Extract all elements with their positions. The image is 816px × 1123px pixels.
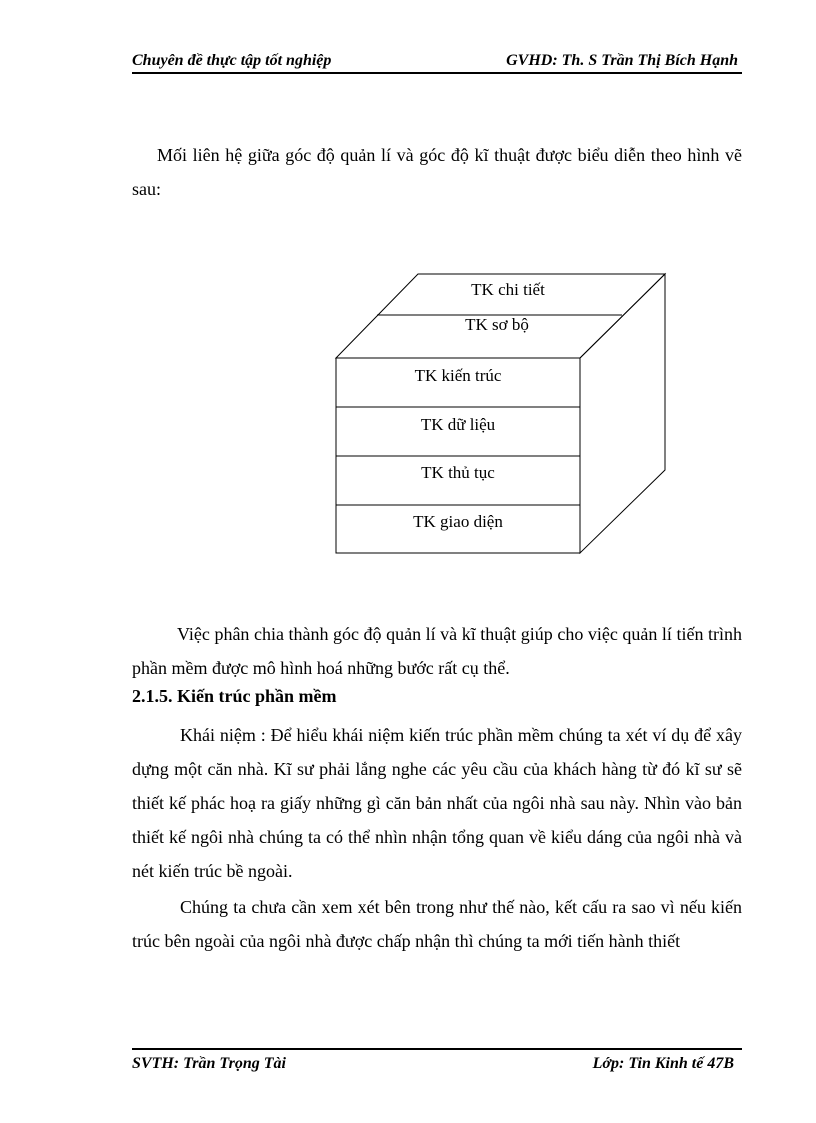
design-layers-diagram <box>330 265 675 565</box>
layer-label: TK thủ tục <box>421 463 495 482</box>
footer-student: SVTH: Trần Trọng Tài <box>132 1055 286 1072</box>
layer-label: TK dữ liệu <box>420 415 496 434</box>
layer-label: TK kiến trúc <box>414 366 502 385</box>
continued-paragraph: Chúng ta chưa cần xem xét bên trong như thế nào, kết cấu ra sao vì nếu kiến trúc bên ngoài của ngôi nhà được chấp nhận thì chúng ta mới tiến hành thiết <box>132 897 742 951</box>
intro-paragraph: Mối liên hệ giữa góc độ quản lí và góc độ kĩ thuật được biểu diễn theo hình vẽ sau: <box>132 145 742 199</box>
section-heading: 2.1.5. Kiến trúc phần mềm <box>132 686 337 706</box>
layer-label: TK chi tiết <box>471 280 545 299</box>
header-supervisor: GVHD: Th. S Trần Thị Bích Hạnh <box>506 52 738 69</box>
concept-paragraph: Khái niệm : Để hiểu khái niệm kiến trúc phần mềm chúng ta xét ví dụ để xây dựng một căn nhà. Kĩ sư phải lắng nghe các yêu cầu của khách hàng từ đó kĩ sư sẽ thiết kế phác hoạ ra giấy những gì căn bản nhất của ngôi nhà sau này. Nhìn vào bản thiết kế ngôi nhà chúng ta có thể nhìn nhận tổng quan về kiểu dáng của ngôi nhà và nét kiến trúc bề ngoài. <box>132 725 742 881</box>
header-document-title: Chuyên đề thực tập tốt nghiệp <box>132 52 332 69</box>
page-header <box>132 50 742 74</box>
page-footer <box>132 1048 742 1074</box>
layer-label: TK sơ bộ <box>465 315 529 334</box>
layer-label: TK giao diện <box>413 512 503 531</box>
division-paragraph: Việc phân chia thành góc độ quản lí và kĩ thuật giúp cho việc quản lí tiến trình phần mềm được mô hình hoá những bước rất cụ thể. <box>132 624 742 678</box>
footer-class: Lớp: Tin Kinh tế 47B <box>592 1055 734 1072</box>
